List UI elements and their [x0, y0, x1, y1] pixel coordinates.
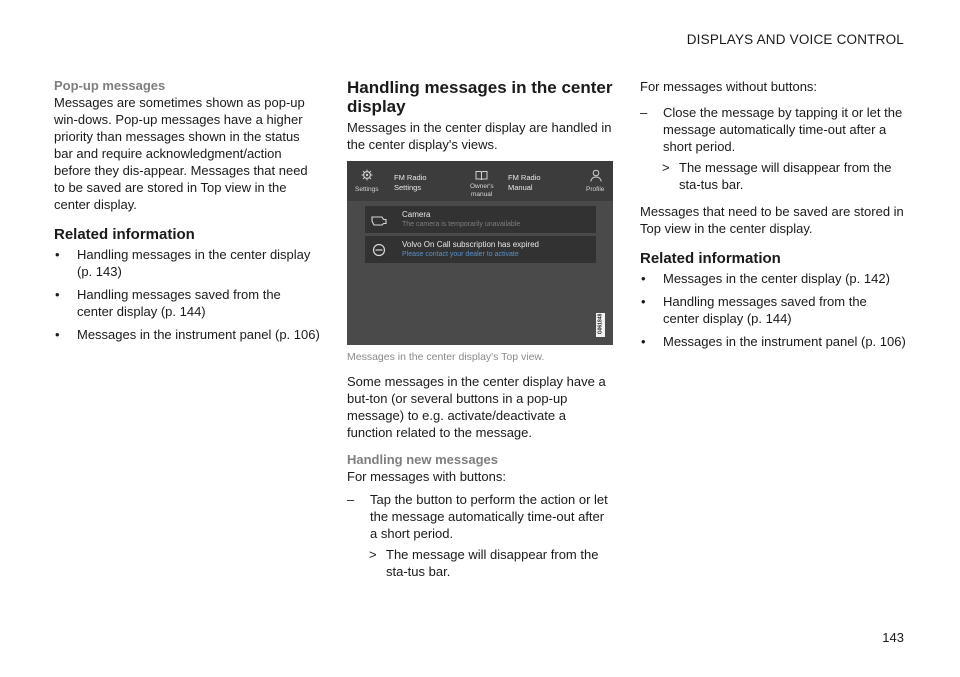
- related-info-list: [54, 246, 320, 343]
- related-link[interactable]: Messages in the instrument panel (p. 106): [663, 334, 906, 349]
- related-link[interactable]: Messages in the center display (p. 142): [663, 271, 890, 286]
- message-subtitle: The camera is temporarily unavailable: [402, 221, 521, 228]
- camera-icon: [371, 212, 387, 228]
- profile-icon: [590, 169, 602, 182]
- message-volvo-on-call[interactable]: [365, 236, 596, 263]
- center-display-image: [347, 161, 613, 345]
- message-title: Volvo On Call subscription has expired: [402, 240, 539, 249]
- fm-radio-settings-title: FM Radio: [394, 173, 427, 182]
- list-item: • Messages in the instrument panel (p. 106): [55, 327, 320, 342]
- page-number: 143: [882, 630, 904, 645]
- instruction-result: > The message will disappear from the sta-tus bar.: [662, 160, 892, 192]
- related-info-list: [640, 270, 906, 350]
- instruction-result: > The message will disappear from the sta-tus bar.: [369, 547, 599, 579]
- intro-text: Messages in the center display are handled in the center display's views.: [347, 120, 612, 152]
- top-bar: [347, 161, 613, 201]
- list-item: • Handling messages in the center display (p. 143): [55, 247, 311, 279]
- list-item: • Messages in the instrument panel (p. 106): [641, 334, 906, 349]
- new-messages-heading: Handling new messages: [347, 452, 498, 467]
- related-link[interactable]: Handling messages saved from the center display (p. 144): [77, 287, 281, 319]
- related-link[interactable]: Handling messages in the center display (p. 143): [77, 247, 311, 279]
- left-column: [54, 78, 320, 349]
- image-code-label: G061848: [596, 313, 605, 337]
- middle-column: [347, 78, 613, 590]
- owners-manual-line1: Owner's: [470, 183, 494, 190]
- popup-messages-text: Messages are sometimes shown as pop-up win-dows. Pop-up messages have a higher priority than messages shown in the status bar and require acknowledgment/action before they dis-appear. Messages that need to be saved are stored in Top view in the center display.: [54, 95, 308, 212]
- message-title: Camera: [402, 210, 431, 219]
- related-info-heading: Related information: [54, 226, 195, 243]
- volvo-on-call-icon: [371, 242, 387, 258]
- owners-manual-line2: manual: [471, 191, 493, 198]
- without-buttons-text: For messages without buttons:: [640, 79, 818, 94]
- profile-label: Profile: [586, 186, 605, 193]
- message-subtitle: Please contact your dealer to activate: [402, 251, 519, 258]
- related-info-heading: Related information: [640, 250, 781, 267]
- fm-radio-settings-sub: Settings: [394, 183, 422, 192]
- related-link[interactable]: Messages in the instrument panel (p. 106): [77, 327, 320, 342]
- instruction-step: – Close the message by tapping it or let the message automatically time-out after a short period.: [640, 105, 903, 154]
- popup-messages-heading: Pop-up messages: [54, 78, 166, 93]
- gear-icon: [361, 169, 373, 181]
- instruction-step: – Tap the button to perform the action or let the message automatically time-out after a short period.: [347, 492, 608, 541]
- section-header: DISPLAYS AND VOICE CONTROL: [686, 32, 904, 47]
- with-buttons-text: For messages with buttons:: [347, 469, 506, 484]
- list-item: • Messages in the center display (p. 142): [641, 271, 890, 286]
- main-heading: Handling messages in the center display: [347, 78, 613, 116]
- list-item: • Handling messages saved from the center display (p. 144): [641, 294, 867, 326]
- list-item: • Handling messages saved from the center display (p. 144): [55, 287, 281, 319]
- fm-radio-manual-title: FM Radio: [508, 173, 541, 182]
- message-camera[interactable]: [365, 206, 596, 233]
- settings-label: Settings: [355, 186, 379, 193]
- image-caption: Messages in the center display's Top view.: [347, 351, 545, 363]
- fm-radio-manual-sub: Manual: [508, 183, 533, 192]
- right-column: [640, 78, 906, 356]
- saved-messages-text: Messages that need to be saved are stored in Top view in the center display.: [640, 204, 904, 236]
- book-icon: [475, 170, 488, 181]
- body-text: Some messages in the center display have a but-ton (or several buttons in a pop-up message) to e.g. activate/deactivate a function related to the message.: [347, 374, 606, 440]
- related-link[interactable]: Handling messages saved from the center display (p. 144): [663, 294, 867, 326]
